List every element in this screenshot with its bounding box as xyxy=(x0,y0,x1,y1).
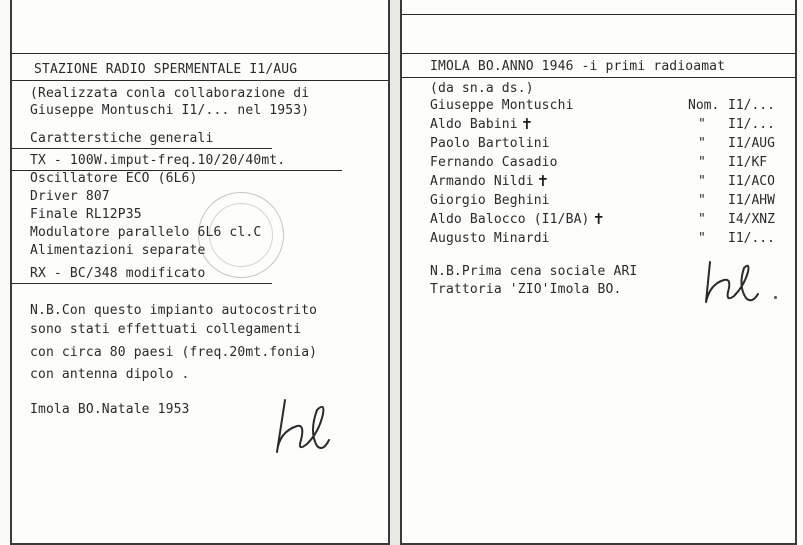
call-sign: I1/... xyxy=(728,231,775,246)
ditto-mark: " xyxy=(698,117,706,132)
person-name: Giuseppe Montuschi xyxy=(430,98,574,113)
station-title: STAZIONE RADIO SPERMENTALE I1/AUG xyxy=(34,62,298,77)
spec-line: TX - 100W.imput-freq.10/20/40mt. xyxy=(30,153,286,168)
spec-line: Oscillatore ECO (6L6) xyxy=(30,171,198,186)
call-sign: I1/ACO xyxy=(728,174,775,189)
receiver-line: RX - BC/348 modificato xyxy=(30,266,206,281)
right-card xyxy=(400,0,797,545)
title-rule xyxy=(402,77,795,78)
spec-line: Modulatore parallelo 6L6 cl.C xyxy=(30,225,262,240)
spec-line: Finale RL12P35 xyxy=(30,207,142,222)
spec-line: Alimentazioni separate xyxy=(30,243,206,258)
date-place: Imola BO.Natale 1953 xyxy=(30,402,190,417)
person-name: Paolo Bartolini xyxy=(430,136,550,151)
handwritten-signature xyxy=(267,392,347,462)
cross-mark: ✝ xyxy=(521,114,533,134)
left-card xyxy=(10,0,390,545)
call-sign: I1/... xyxy=(728,117,775,132)
ditto-mark: " xyxy=(698,231,706,246)
top-rule xyxy=(12,53,388,54)
nominal-mark: Nom. xyxy=(688,98,720,113)
call-sign: I1/KF xyxy=(728,155,768,170)
heading-rule xyxy=(12,148,272,149)
note-line: con circa 80 paesi (freq.20mt.fonia) xyxy=(30,345,318,360)
note-line: con antenna dipolo . xyxy=(30,367,190,382)
note-line: Trattoria 'ZIO'Imola BO. xyxy=(430,282,622,297)
credit-line-1: (Realizzata conla collaborazione di xyxy=(30,86,310,101)
top-rule xyxy=(402,14,795,15)
photo-title: IMOLA BO.ANNO 1946 -i primi radioamat xyxy=(430,59,726,74)
person-name: Fernando Casadio xyxy=(430,155,558,170)
ditto-mark: " xyxy=(698,212,706,227)
spec-line: Driver 807 xyxy=(30,189,110,204)
note-line: sono stati effettuati collegamenti xyxy=(30,322,302,337)
person-name: Giorgio Beghini xyxy=(430,193,550,208)
call-sign: I4/XNZ xyxy=(728,212,775,227)
ditto-mark: " xyxy=(698,155,706,170)
handwritten-signature xyxy=(700,256,780,310)
person-name: Armando Nildi ✝ xyxy=(430,171,549,191)
call-sign: I1/AHW xyxy=(728,193,775,208)
ditto-mark: " xyxy=(698,174,706,189)
cross-mark: ✝ xyxy=(593,209,604,229)
title-rule xyxy=(12,80,388,81)
person-name: Aldo Balocco (I1/BA) ✝ xyxy=(430,209,604,229)
credit-line-2: Giuseppe Montuschi I1/... nel 1953) xyxy=(30,103,310,118)
person-name: Aldo Babini ✝ xyxy=(430,114,533,134)
call-sign: I1/AUG xyxy=(728,136,775,151)
person-name: Augusto Minardi xyxy=(430,231,550,246)
section-heading: Caratterstiche generali xyxy=(30,131,214,146)
cross-mark: ✝ xyxy=(537,171,549,191)
ink-dot xyxy=(774,296,777,299)
ditto-mark: " xyxy=(698,193,706,208)
note-line: N.B.Prima cena sociale ARI xyxy=(430,264,638,279)
call-sign: I1/... xyxy=(728,98,775,113)
upper-rule xyxy=(402,53,795,54)
faded-stamp xyxy=(198,192,284,278)
receiver-rule xyxy=(12,283,272,284)
card-separator xyxy=(390,0,400,545)
ditto-mark: " xyxy=(698,136,706,151)
photo-subtitle: (da sn.a ds.) xyxy=(430,81,534,96)
note-line: N.B.Con questo impianto autocostrito xyxy=(30,303,318,318)
